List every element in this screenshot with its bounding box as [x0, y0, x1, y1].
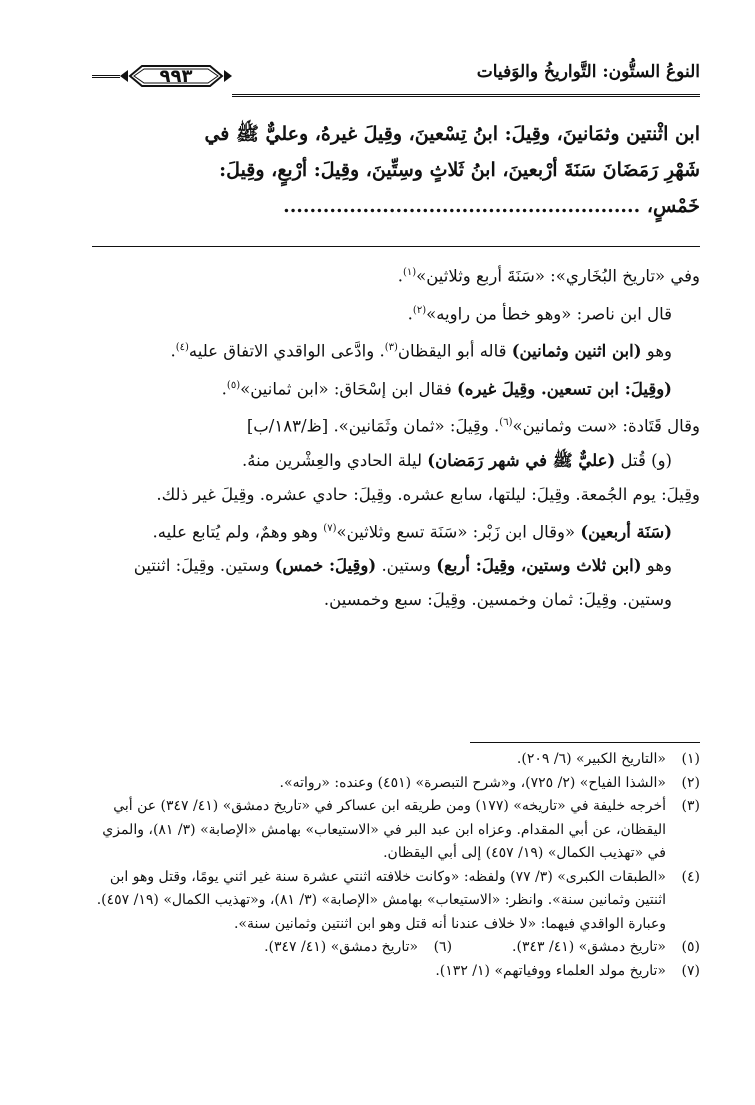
matn-line	[92, 188, 700, 224]
matn-divider	[92, 246, 700, 247]
running-title: النوعُ الستُّون: التَّواريخُ والوَفيات	[476, 62, 700, 82]
footnote-number: (٧)	[681, 962, 700, 979]
text: .	[397, 266, 403, 286]
footnote-number: (٥)	[681, 939, 700, 955]
commentary-paragraph	[92, 369, 700, 407]
text: (و) قُتل	[620, 450, 672, 470]
footnote-text: «الطبقات الكبرى» (٣/ ٧٧) ولفظه: «وكانت خلافته اثنتي عشرة سنة غير اثني يومًا، وقتل وهو ابن اثنتين وثمانين سنة». وانظر: «الاستيعاب» بهامش «الإصابة» (٣/ ٨١)، و«تهذيب الكمال» (١٩/ ٤٥٧). وعبارة الواقدي فيهما: «لا خلاف عندنا أنه قتل وهو ابن اثنتين وثمانين سنة».	[96, 868, 666, 932]
text: وهو	[646, 341, 672, 361]
footnote	[264, 936, 452, 960]
text: وهو	[646, 556, 672, 575]
footnote-ref: (٥)	[226, 379, 241, 391]
footnote-number: (٤)	[681, 868, 700, 885]
footnote-number: (٢)	[681, 774, 700, 791]
text: .	[170, 341, 176, 361]
footnote-ref: (٦)	[499, 417, 513, 428]
commentary-paragraph	[92, 294, 700, 332]
matn-text	[92, 116, 700, 224]
commentary-paragraph	[92, 549, 700, 617]
footnote	[92, 772, 700, 796]
footnote-text: «تاريخ دمشق» (٤١/ ٣٤٣).	[512, 939, 666, 955]
text: .	[407, 304, 413, 323]
header-rule-left	[92, 75, 120, 78]
footnote-number: (٣)	[681, 798, 700, 814]
text: . وادَّعى الواقدي الاتفاق عليه	[188, 341, 385, 361]
text: وهو وهمٌ، ولم يُتابع عليه.	[152, 522, 319, 541]
footnote	[92, 795, 700, 866]
footnote	[92, 866, 700, 937]
matn-quote: (ابن ثلاث وستين، وقِيلَ: أربع)	[436, 556, 642, 575]
text: . وقِيلَ: «ثمان وثَمَانين». [ظ/١٨٣/ب]	[246, 416, 500, 436]
matn-quote: (وقِيلَ: خمس)	[274, 556, 377, 575]
page-number: ٩٩٣	[159, 65, 193, 87]
text: وستين. وقِيلَ: اثنتين وستين. وقِيلَ: ثمان وخمسين. وقِيلَ: سبع وخمسين.	[133, 556, 672, 609]
footnote	[512, 936, 700, 960]
footnote-text: «تاريخ دمشق» (٤١/ ٣٤٧).	[264, 939, 419, 955]
text: «وقال ابن زَبْر: «سَنَة تسع وثلاثين»	[336, 522, 576, 541]
text: فقال ابن إسْحَاق: «ابن ثمانين»	[240, 379, 452, 398]
text: .	[221, 379, 227, 398]
commentary-paragraph	[92, 444, 700, 478]
text: وقال قَتَادة: «ست وثمانين»	[512, 416, 700, 436]
matn-quote: (وقِيلَ: ابن تسعين. وقِيلَ غيره)	[457, 379, 672, 398]
matn-line: ابن اثْنتين وثمَانينَ، وقِيلَ: ابنُ تِسْعينَ، وقِيلَ غيرهُ، وعليٌّ ﷺ في	[204, 123, 700, 145]
matn-quote: (ابن اثنين وثمانين)	[511, 341, 642, 361]
text: قال ابن ناصر: «وهو خطأ من راويه»	[426, 304, 672, 323]
footnote-number: (٦)	[433, 939, 453, 955]
footnote-ref: (٢)	[412, 304, 427, 316]
commentary-paragraph	[92, 478, 700, 512]
commentary-paragraph	[92, 331, 700, 369]
footnote-ref: (٣)	[384, 342, 398, 353]
footnotes	[92, 748, 700, 983]
matn-line: شَهْرِ رَمَضَانَ سَنَةَ أرْبعينَ، ابنُ ثَلاثٍ وسِتِّينَ، وقِيلَ: أرْبعٍ، وقِيلَ:	[219, 159, 700, 181]
footnote-text: «التاريخ الكبير» (٦/ ٢٠٩).	[516, 751, 666, 767]
header-rule	[232, 94, 700, 97]
footnote-ref: (١)	[402, 267, 417, 278]
footnote-separator	[470, 742, 700, 743]
page-header	[92, 60, 700, 100]
commentary	[92, 256, 700, 617]
footnote-text: «تاريخ مولد العلماء ووفياتهم» (١/ ١٣٢).	[435, 962, 666, 979]
commentary-paragraph	[92, 406, 700, 444]
footnote	[92, 960, 700, 984]
text: وستين.	[381, 556, 431, 575]
commentary-paragraph	[92, 512, 700, 550]
matn-quote: (عليٌّ ﷺ في شهر رَمَضان)	[427, 450, 616, 470]
text: وقِيلَ: يوم الجُمعة. وقِيلَ: ليلتها، سابع عشره. وقِيلَ: حادي عشره. وقِيلَ غير ذلك.	[156, 484, 700, 504]
footnote-ref: (٤)	[175, 342, 189, 353]
text: ليلة الحادي والعِشْرين منهُ.	[241, 450, 423, 470]
footnote-number: (١)	[681, 751, 700, 767]
matn-dots: ......................................................	[283, 195, 641, 217]
footnote-text: «الشذا الفياح» (٢/ ٧٢٥)، و«شرح التبصرة» (٤٥١) وعنده: «رواته».	[279, 774, 666, 791]
matn-line-word: خَمْسٍ،	[646, 195, 700, 217]
commentary-paragraph	[92, 256, 700, 294]
matn-quote: (سَنَة أربعين)	[580, 522, 672, 541]
text: وفي «تاريخ البُخَاري»: «سَنَةَ أربع وثلاثين»	[416, 266, 700, 286]
footnote	[92, 748, 700, 772]
footnote-text: أخرجه خليفة في «تاريخه» (١٧٧) ومن طريقه ابن عساكر في «تاريخ دمشق» (٤١/ ٣٤٧) عن أبي اليقظان، عن أبي المقدام. وعزاه ابن عبد البر في «الاستيعاب» بهامش «الإصابة» (٣/ ٨١)، والمزي في «تهذيب الكمال» (١٩/ ٤٥٧) إلى أبي اليقظان.	[102, 798, 666, 861]
footnote-ref: (٧)	[323, 522, 337, 534]
text: قاله أبو اليقظان	[397, 341, 507, 361]
footnote-pair	[92, 936, 700, 960]
page-number-ornament	[120, 62, 232, 90]
